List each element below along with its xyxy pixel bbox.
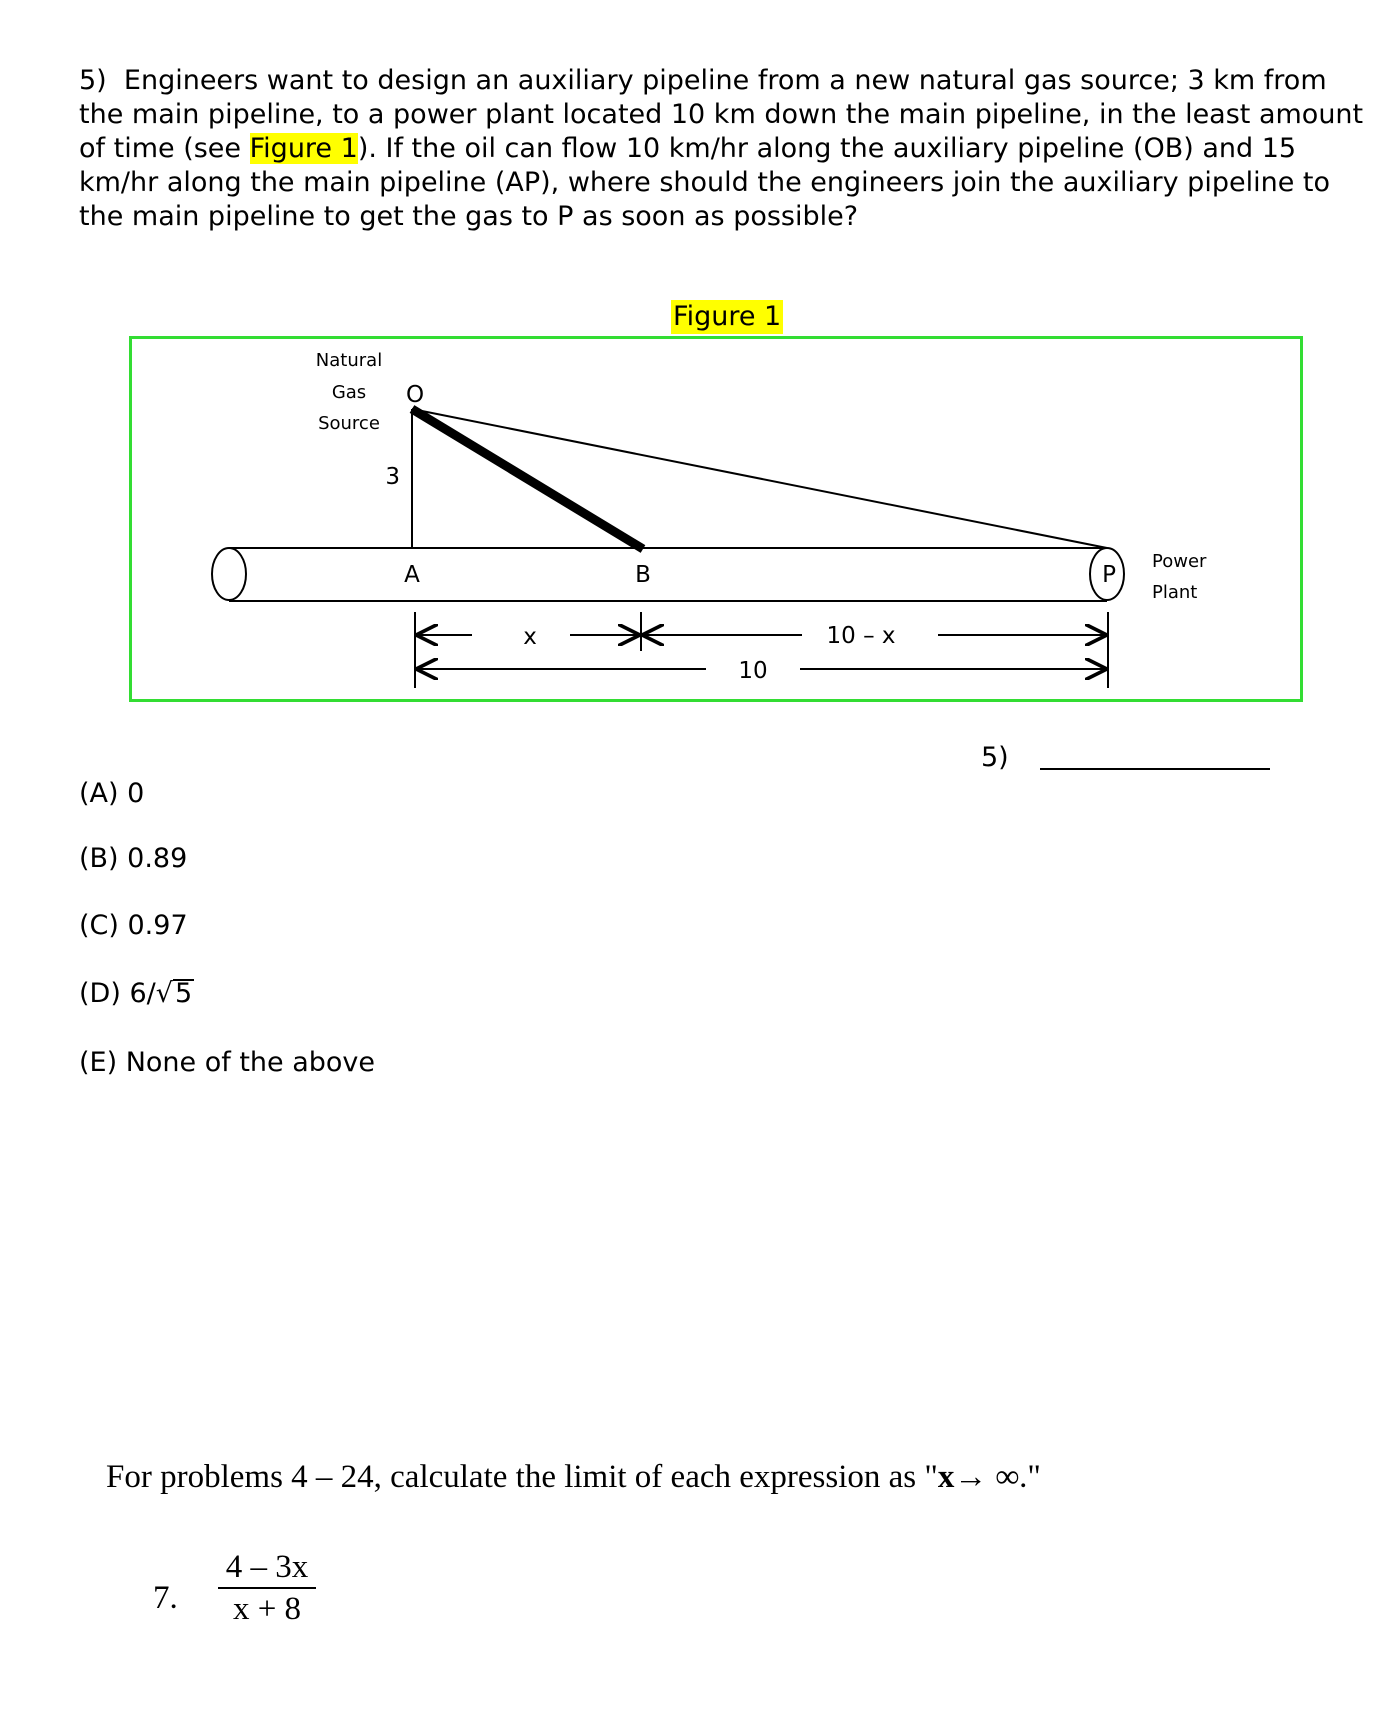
- limits-instruction-suffix: .": [1019, 1459, 1041, 1495]
- infinity-symbol: ∞: [987, 1459, 1020, 1495]
- problem-number: 7.: [153, 1580, 178, 1616]
- point-b-label: B: [635, 562, 651, 588]
- choice-b[interactable]: (B) 0.89: [79, 843, 188, 874]
- question-text-part1: Engineers want to design an auxiliary pipeline from a new natural gas source; 3 km from the main pipeline, to a power plant located 10 km down the main pipeline, in the least amount of time (see: [79, 65, 1364, 164]
- figure-title: Figure 1: [673, 301, 782, 332]
- figure-1: [129, 336, 1303, 702]
- question-text-part2: ). If the oil can flow 10 km/hr along the auxiliary pipeline (OB) and 15 km/hr along the main pipeline (AP), where should the engineers join the auxiliary pipeline to the main pipeline to get the gas to P as soon as possible?: [79, 133, 1330, 232]
- point-o-label: O: [405, 382, 425, 408]
- arrow-icon: →: [954, 1459, 988, 1495]
- dim-x-label: x: [523, 624, 537, 650]
- sqrt-radicand: 5: [174, 978, 193, 1009]
- figure-reference: Figure 1: [249, 133, 358, 164]
- plant-label-line2: Plant: [1152, 582, 1198, 603]
- fraction-numerator: 4 – 3x: [218, 1549, 316, 1589]
- limit-variable: x: [937, 1459, 955, 1495]
- question-number: 5): [79, 65, 107, 96]
- height-label: 3: [385, 464, 400, 490]
- pipeline-diagram: [132, 339, 1300, 699]
- dim-total-label: 10: [738, 658, 768, 684]
- choice-d[interactable]: [79, 978, 194, 1009]
- answer-blank-label: 5): [981, 742, 1009, 773]
- problem-fraction: [218, 1549, 316, 1629]
- fraction-denominator: x + 8: [232, 1591, 302, 1627]
- answer-blank-line[interactable]: [1040, 768, 1270, 770]
- segment-op: [412, 409, 1107, 548]
- source-label-line2: Gas: [331, 382, 367, 403]
- limits-instruction: [106, 1459, 1041, 1496]
- choice-c[interactable]: (C) 0.97: [79, 910, 188, 941]
- pipe-left-end: [212, 548, 246, 600]
- auxiliary-pipeline-ob: [412, 409, 643, 549]
- question-text: [79, 64, 1379, 234]
- dim-rest-label: 10 – x: [826, 623, 896, 649]
- point-p-label: P: [1102, 562, 1116, 588]
- choice-d-prefix: (D) 6/: [79, 978, 156, 1009]
- point-a-label: A: [404, 562, 420, 588]
- plant-label-line1: Power: [1152, 551, 1207, 572]
- limits-instruction-prefix: For problems 4 – 24, calculate the limit of each expression as ": [106, 1459, 938, 1495]
- sqrt-symbol: √5: [155, 978, 193, 1009]
- choice-a[interactable]: (A) 0: [79, 778, 145, 809]
- choice-e[interactable]: (E) None of the above: [79, 1047, 376, 1078]
- source-label-line1: Natural: [315, 350, 383, 371]
- source-label-line3: Source: [318, 413, 380, 434]
